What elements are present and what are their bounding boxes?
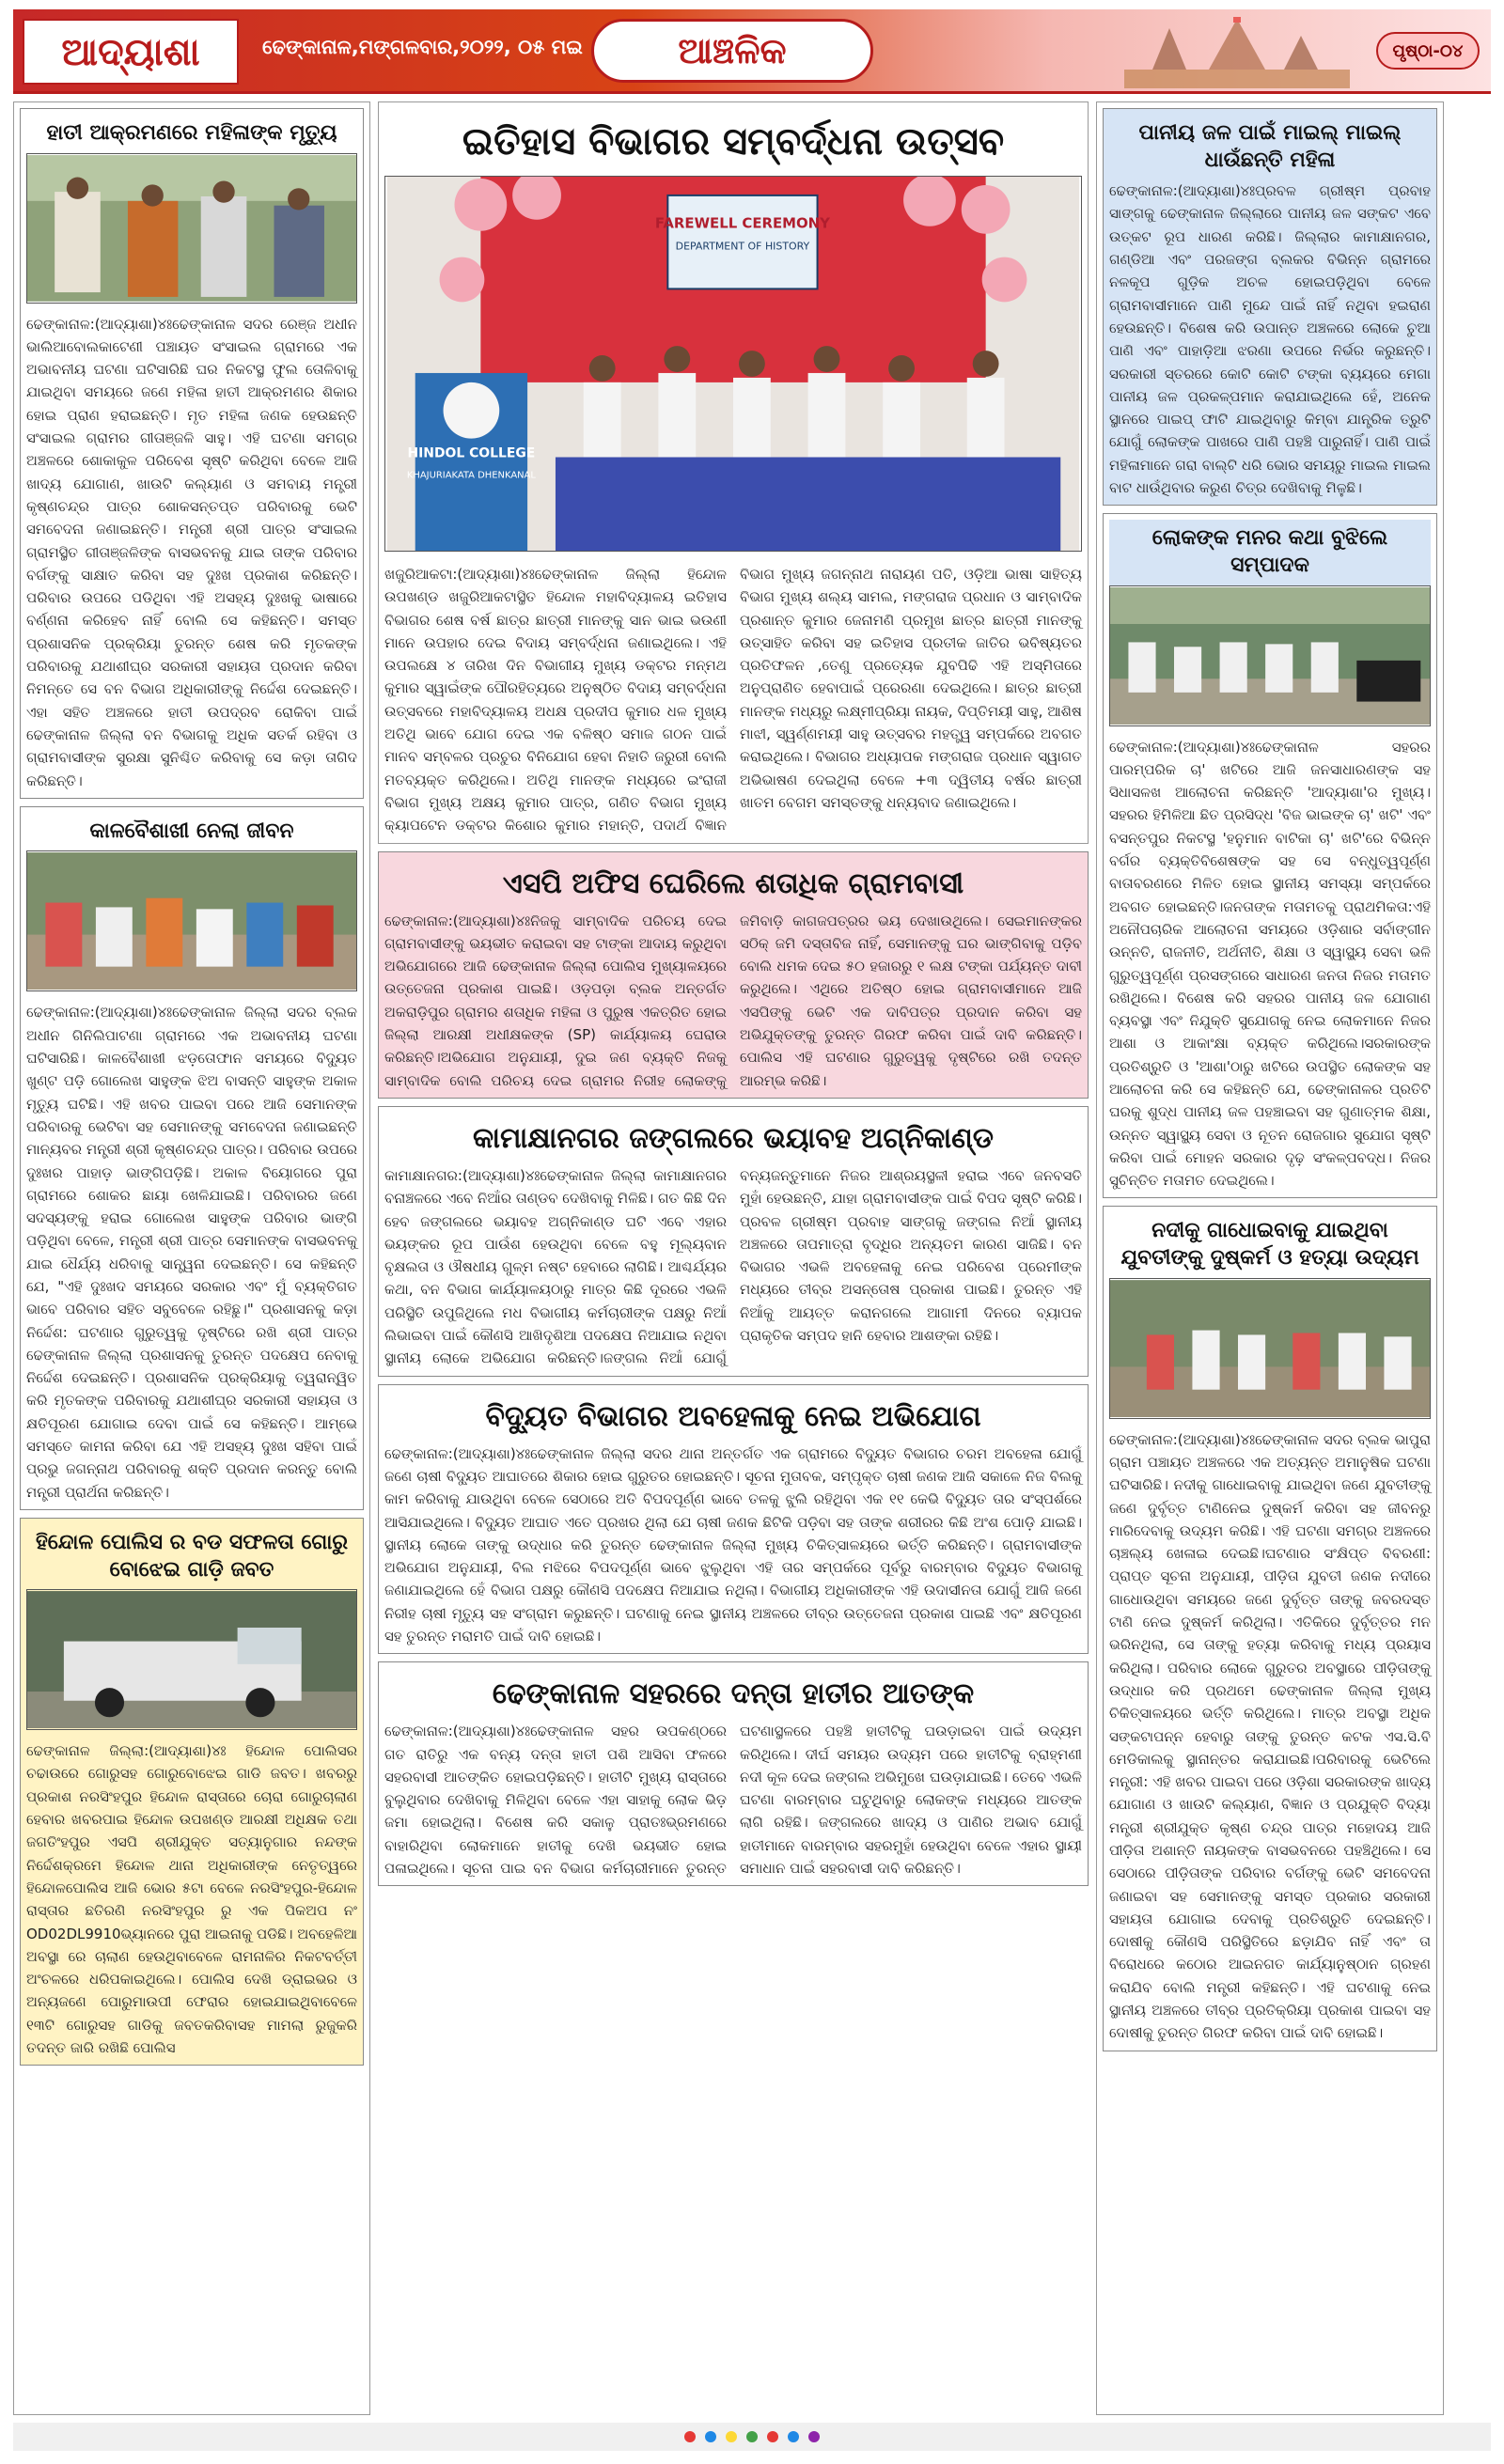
photo-minister-with-villagers xyxy=(1109,1278,1431,1419)
story-body: ଢେଙ୍କାନାଳ:(ଆଦ୍ୟାଶା)୪ଃଢେଙ୍କାନାଳ ସହର ଉପକଣ୍ଠରେ ଗତ ରାତିରୁ ଏକ ବନ୍ୟ ଦନ୍ତା ହାତୀ ପଶି ଆସିବା ଫଳରେ ସହରବାସୀ ଆତଙ୍କିତ ହୋଇପଡ଼ିଛନ୍ତି। ହାତୀଟି ମୁଖ୍ୟ ରାସ୍ତାରେ ବୁଲୁଥିବାର ଦେଖିବାକୁ ମିଳିଥିବା ବେଳେ ଏହା ସାହାକୁ ଲୋକ ଭିଡ଼ ଜମା ହୋଇଥିଲା। ବିଶେଷ କରି ସକାଳୁ ପ୍ରାତଃଭ୍ରମଣରେ ବାହାରିଥିବା ଲୋକମାନେ ହାତୀକୁ ଦେଖି ଭୟଭୀତ ହୋଇ ପଳାଇଥିଲେ। ସୂଚନା ପାଇ ବନ ବିଭାଗ କର୍ମଚାରୀମାନେ ତୁରନ୍ତ ଘଟଣାସ୍ଥଳରେ ପହଞ୍ଚି ହାତୀଟିକୁ ଘଉଡ଼ାଇବା ପାଇଁ ଉଦ୍ୟମ କରିଥିଲେ। ଦୀର୍ଘ ସମୟର ଉଦ୍ୟମ ପରେ ହାତୀଟିକୁ ବ୍ରାହ୍ମଣୀ ନଦୀ କୂଳ ଦେଇ ଜଙ୍ଗଲ ଅଭିମୁଖେ ଘଉଡ଼ାଯାଇଛି। ତେବେ ଏଭଳି ଘଟଣା ବାରମ୍ବାର ଘଟୁଥିବାରୁ ଲୋକଙ୍କ ମଧ୍ୟରେ ଆତଙ୍କ ଲାଗି ରହିଛି। ଜଙ୍ଗଲରେ ଖାଦ୍ୟ ଓ ପାଣିର ଅଭାବ ଯୋଗୁଁ ହାତୀମାନେ ବାରମ୍ବାର ସହରମୁହାଁ ହେଉଥିବା ବେଳେ ଏହାର ସ୍ଥାୟୀ ସମାଧାନ ପାଇଁ ସହରବାସୀ ଦାବି କରିଛନ୍ତି। xyxy=(384,1723,1082,1878)
page-dot[interactable] xyxy=(746,2431,758,2442)
photo-minister-visit xyxy=(26,153,357,304)
story-body: ଢେଙ୍କାନାଳ:(ଆଦ୍ୟାଶା)୪ଃଢେଙ୍କାନାଳ ସଦର ବ୍ଲକ ଭାପୁରା ଗ୍ରାମ ପଞ୍ଚାୟତ ଅଞ୍ଚଳରେ ଏକ ଅତ୍ୟନ୍ତ ଅମାନୁଷିକ ଘଟଣା ଘଟିସାରିଛି। ନଦୀକୁ ଗାଧୋଇବାକୁ ଯାଇଥିବା ଜଣେ ଯୁବତୀଙ୍କୁ ଜଣେ ଦୁର୍ବୃତ୍ତ ଟାଣିନେଇ ଦୁଷ୍କର୍ମ କରିବା ସହ ଜୀବନରୁ ମାରିଦେବାକୁ ଉଦ୍ୟମ କରିଛି। ଏହି ଘଟଣା ସମଗ୍ର ଅଞ୍ଚଳରେ ଚାଞ୍ଚଲ୍ୟ ଖେଳାଇ ଦେଇଛି।ଘଟଣାର ସଂକ୍ଷିପ୍ତ ବିବରଣୀ: ପ୍ରାପ୍ତ ସୂଚନା ଅନୁଯାୟୀ, ପୀଡ଼ିତା ଯୁବତୀ ଜଣକ ନଦୀରେ ଗାଧୋଉଥିବା ସମୟରେ ଜଣେ ଦୁର୍ବୃତ୍ତ ତାଙ୍କୁ ଜବରଦସ୍ତ ଟାଣି ନେଇ ଦୁଷ୍କର୍ମ କରିଥିଲା। ଏତିକିରେ ଦୁର୍ବୃତ୍ତର ମନ ଭରିନଥିଲା, ସେ ତାଙ୍କୁ ହତ୍ୟା କରିବାକୁ ମଧ୍ୟ ପ୍ରୟାସ କରିଥିଲା। ପରିବାର ଲୋକେ ଗୁରୁତର ଅବସ୍ଥାରେ ପୀଡ଼ିତାଙ୍କୁ ଉଦ୍ଧାର କରି ପ୍ରଥମେ ଢେଙ୍କାନାଳ ଜିଲ୍ଲା ମୁଖ୍ୟ ଚିକିତ୍ସାଳୟରେ ଭର୍ତ୍ତି କରିଥିଲେ। ମାତ୍ର ଅବସ୍ଥା ଅଧିକ ସଙ୍କଟାପନ୍ନ ହେବାରୁ ତାଙ୍କୁ ତୁରନ୍ତ କଟକ ଏସ.ସି.ବି ମେଡିକାଲକୁ ସ୍ଥାନାନ୍ତର କରାଯାଇଛି।ପରିବାରକୁ ଭେଟିଲେ ମନ୍ତ୍ରୀ: ଏହି ଖବର ପାଇବା ପରେ ଓଡ଼ିଶା ସରକାରଙ୍କ ଖାଦ୍ୟ ଯୋଗାଣ ଓ ଖାଉଟି କଲ୍ୟାଣ, ବିଜ୍ଞାନ ଓ ପ୍ରଯୁକ୍ତି ବିଦ୍ୟା ମନ୍ତ୍ରୀ ଶ୍ରୀଯୁକ୍ତ କୃଷ୍ଣ ଚନ୍ଦ୍ର ପାତ୍ର ମହୋଦୟ ଆଜି ପୀଡ଼ିତା ଅଶାନ୍ତି ନାୟକଙ୍କ ବାସଭବନରେ ପହଞ୍ଚିଥିଲେ। ସେ ସେଠାରେ ପୀଡ଼ିତାଙ୍କ ପରିବାର ବର୍ଗଙ୍କୁ ଭେଟି ସମବେଦନା ଜଣାଇବା ସହ ସେମାନଙ୍କୁ ସମସ୍ତ ପ୍ରକାର ସରକାରୀ ସହାୟତା ଯୋଗାଇ ଦେବାକୁ ପ୍ରତିଶ୍ରୁତି ଦେଇଛନ୍ତି। ଦୋଷୀକୁ କୌଣସି ପରିସ୍ଥିତିରେ ଛଡ଼ାଯିବ ନାହିଁ ଏବଂ ତା ବିରୋଧରେ କଠୋର ଆଇନଗତ କାର୍ଯ୍ୟାନୁଷ୍ଠାନ ଗ୍ରହଣ କରାଯିବ ବୋଲି ମନ୍ତ୍ରୀ କହିଛନ୍ତି। ଏହି ଘଟଣାକୁ ନେଇ ସ୍ଥାନୀୟ ଅଞ୍ଚଳରେ ତୀବ୍ର ପ୍ରତିକ୍ରିୟା ପ୍ରକାଶ ପାଇବା ସହ ଦୋଷୀକୁ ତୁରନ୍ତ ଗିରଫ କରିବା ପାଇଁ ଦାବି ହୋଇଛି। xyxy=(1109,1430,1431,2042)
page-dot[interactable] xyxy=(788,2431,799,2442)
story-cattle-seized xyxy=(20,1518,364,2066)
headline-electricity-negligence[interactable]: ବିଦ୍ୟୁତ ବିଭାଗର ଅବହେଳାକୁ ନେଇ ଅଭିଯୋଗ xyxy=(485,1399,981,1433)
story-river-assault xyxy=(1103,1206,1437,2051)
page-dot[interactable] xyxy=(767,2431,778,2442)
page-dot[interactable] xyxy=(726,2431,737,2442)
photo-tea-stall-gathering xyxy=(1109,585,1431,726)
dateline: ଢେଙ୍କାନାଳ,ମଙ୍ଗଳବାର,୨୦୨୨, ୦୫ ମଇ xyxy=(262,36,583,58)
story-body: ଢେଙ୍କାନାଳ:(ଆଦ୍ୟାଶା)୪ଃଢେଙ୍କାନାଳ ଜିଲ୍ଲା ସଦର ଥାନା ଅନ୍ତର୍ଗତ ଏକ ଗ୍ରାମରେ ବିଦ୍ୟୁତ ବିଭାଗର ଚରମ ଅବହେଳା ଯୋଗୁଁ ଜଣେ ଚାଷୀ ବିଦ୍ୟୁତ ଆଘାତରେ ଶିକାର ହୋଇ ଗୁରୁତର ହୋଇଛନ୍ତି। ସୂଚନା ମୁତାବକ, ସମ୍ପୃକ୍ତ ଚାଷୀ ଜଣକ ଆଜି ସକାଳେ ନିଜ ବିଲକୁ କାମ କରିବାକୁ ଯାଉଥିବା ବେଳେ ସେଠାରେ ଅତି ବିପଦପୂର୍ଣ୍ଣ ଭାବେ ତଳକୁ ଝୁଲି ରହିଥିବା ଏକ ୧୧ କେଭି ବିଦ୍ୟୁତ ତାର ସଂସ୍ପର୍ଶରେ ଆସିଯାଇଥିଲେ। ବିଦ୍ୟୁତ ଆଘାତ ଏତେ ପ୍ରଖର ଥିଲା ଯେ ଚାଷୀ ଜଣକ ଛିଟିକି ପଡ଼ିବା ସହ ତାଙ୍କ ଶରୀରର କିଛି ଅଂଶ ପୋଡ଼ି ଯାଇଛି।ସ୍ଥାନୀୟ ଲୋକେ ତାଙ୍କୁ ଉଦ୍ଧାର କରି ତୁରନ୍ତ ଢେଙ୍କାନାଳ ଜିଲ୍ଲା ମୁଖ୍ୟ ଚିକିତ୍ସାଳୟରେ ଭର୍ତ୍ତି କରିଛନ୍ତି। ଗ୍ରାମବାସୀଙ୍କ ଅଭିଯୋଗ ଅନୁଯାୟୀ, ବିଲ ମଝିରେ ବିପଦପୂର୍ଣ୍ଣ ଭାବେ ଝୁଲୁଥିବା ଏହି ତାର ସମ୍ପର୍କରେ ପୂର୍ବରୁ ବାରମ୍ବାର ବିଦ୍ୟୁତ ବିଭାଗକୁ ଜଣାଯାଇଥିଲେ ହେଁ ବିଭାଗ ପକ୍ଷରୁ କୌଣସି ପଦକ୍ଷେପ ନିଆଯାଇ ନଥିଲା। ବିଭାଗୀୟ ଅଧିକାରୀଙ୍କ ଏହି ଉଦାସୀନତା ଯୋଗୁଁ ଆଜି ଜଣେ ନିରୀହ ଚାଷୀ ମୃତ୍ୟୁ ସହ ସଂଗ୍ରାମ କରୁଛନ୍ତି। ଘଟଣାକୁ ନେଇ ସ୍ଥାନୀୟ ଅଞ୍ଚଳରେ ତୀବ୍ର ଉତ୍ତେଜନା ପ୍ରକାଶ ପାଇଛି ଏବଂ କ୍ଷତିପୂରଣ ସହ ତୁରନ୍ତ ମରାମତି ପାଇଁ ଦାବି ହୋଇଛି। xyxy=(384,1444,1082,1645)
story-tusker-terror xyxy=(378,1661,1089,1886)
story-elephant-attack xyxy=(20,108,364,799)
banner-subtitle: DEPARTMENT OF HISTORY xyxy=(675,240,810,253)
left-column xyxy=(13,101,370,2415)
photo-farewell-stage xyxy=(384,176,1082,552)
photo-pickup-van xyxy=(26,1589,357,1730)
page-indicator-dots[interactable] xyxy=(13,2423,1491,2451)
story-drinking-water xyxy=(1103,108,1437,506)
section-title: ଆଞ୍ଚଳିକ xyxy=(591,19,873,83)
headline-editor-tea-stall[interactable]: ଲୋକଙ୍କ ମନର କଥା ବୁଝିଲେ ସମ୍ପାଦକ xyxy=(1109,520,1431,585)
masthead xyxy=(13,9,1491,94)
middle-column xyxy=(378,101,1089,2415)
story-body: ଢେଙ୍କାନାଳ:(ଆଦ୍ୟାଶା)୪ଃଢେଙ୍କାନାଳ ସଦର ରେଞ୍ଜ ଅଧୀନ ଭାଲିଆବୋଲକାଟେଣୀ ପଞ୍ଚାୟତ ସଂସାଇଲ ଗ୍ରାମରେ ଏକ ଅଭାବନୀୟ ଘଟଣା ଘଟିସାରିଛି ଘର ନିକଟସ୍ଥ ଫୁଲ ତୋଳିବାକୁ ଯାଇଥିବା ସମୟରେ ଜଣେ ମହିଳା ହାତୀ ଆକ୍ରମଣର ଶିକାର ହୋଇ ପ୍ରାଣ ହରାଇଛନ୍ତି। ମୃତ ମହିଳା ଜଣକ ହେଉଛନ୍ତି ସଂସାଇଲ ଗ୍ରାମର ଗୀତାଞ୍ଜଳି ସାହୁ। ଏହି ଘଟଣା ସମଗ୍ର ଅଞ୍ଚଳରେ ଶୋକାକୁଳ ପରିବେଶ ସୃଷ୍ଟି କରିଥିବା ବେଳେ ଆଜି ଖାଦ୍ୟ ଯୋଗାଣ, ଖାଉଟି କଲ୍ୟାଣ ଓ ସମବାୟ ମନ୍ତ୍ରୀ କୃଷ୍ଣଚନ୍ଦ୍ର ପାତ୍ର ଶୋକସନ୍ତପ୍ତ ପରିବାରକୁ ଭେଟି ସମବେଦନା ଜଣାଇଛନ୍ତି। ମନ୍ତ୍ରୀ ଶ୍ରୀ ପାତ୍ର ସଂସାଇଲ ଗ୍ରାମସ୍ଥିତ ଗୀତାଞ୍ଜଳିଙ୍କ ବାସଭବନକୁ ଯାଇ ତାଙ୍କ ପରିବାର ବର୍ଗଙ୍କୁ ସାକ୍ଷାତ କରିବା ସହ ଦୁଃଖ ପ୍ରକାଶ କରିଛନ୍ତି। ପରିବାର ଉପରେ ପଡିଥିବା ଏହି ଅସହ୍ୟ ଦୁଃଖକୁ ଭାଷାରେ ବର୍ଣ୍ଣନା କରିହେବ ନାହିଁ ବୋଲି ସେ କହିଛନ୍ତି। ସମସ୍ତ ପ୍ରଶାସନିକ ପ୍ରକ୍ରିୟା ତୁରନ୍ତ ଶେଷ କରି ମୃତକଙ୍କ ପରିବାରକୁ ଯଥାଶୀଘ୍ର ସରକାରୀ ସହାୟତା ପ୍ରଦାନ କରିବା ନିମନ୍ତେ ସେ ବନ ବିଭାଗ ଅଧିକାରୀଙ୍କୁ ନିର୍ଦ୍ଦେଶ ଦେଇଛନ୍ତି। ଏହା ସହିତ ଅଞ୍ଚଳରେ ହାତୀ ଉପଦ୍ରବ ରୋକିବା ପାଇଁ ଢେଙ୍କାନାଳ ଜିଲ୍ଲା ବନ ବିଭାଗକୁ ଅଧିକ ସତର୍କ ରହିବା ଓ ଗ୍ରାମବାସୀଙ୍କ ସୁରକ୍ଷା ସୁନିଶ୍ଚିତ କରିବାକୁ ସେ କଡ଼ା ତାଗିଦ କରିଛନ୍ତି। xyxy=(26,315,357,789)
story-body: ଢେଙ୍କାନାଳ:(ଆଦ୍ୟାଶା)୪ଃପ୍ରବଳ ଗ୍ରୀଷ୍ମ ପ୍ରବାହ ସାଙ୍ଗକୁ ଢେଙ୍କାନାଳ ଜିଲ୍ଲାରେ ପାନୀୟ ଜଳ ସଙ୍କଟ ଏବେ ଉତ୍କଟ ରୂପ ଧାରଣ କରିଛି। ଜିଲ୍ଲାର କାମାକ୍ଷାନଗର, ଗଣ୍ଡିଆ ଏବଂ ପରଜଙ୍ଗ ବ୍ଲକର ବିଭିନ୍ନ ଗ୍ରାମରେ ନଳକୂପ ଗୁଡ଼ିକ ଅଚଳ ହୋଇପଡ଼ିଥିବା ବେଳେ ଗ୍ରାମବାସୀମାନେ ପାଣି ମୁନ୍ଦେ ପାଇଁ ନାହିଁ ନଥିବା ହଇରାଣ ହେଉଛନ୍ତି। ବିଶେଷ କରି ଉପାନ୍ତ ଅଞ୍ଚଳରେ ଲୋକେ ଚୁଆ ପାଣି ଏବଂ ପାହାଡ଼ିଆ ଝରଣା ଉପରେ ନିର୍ଭର କରୁଛନ୍ତି। ସରକାରୀ ସ୍ତରରେ କୋଟି କୋଟି ଟଙ୍କା ବ୍ୟୟରେ ମେଗା ପାନୀୟ ଜଳ ପ୍ରକଳ୍ପମାନ କରାଯାଇଥିଲେ ହେଁ, ଅନେକ ସ୍ଥାନରେ ପାଇପ୍ ଫାଟି ଯାଇଥିବାରୁ କିମ୍ବା ଯାନ୍ତ୍ରିକ ତ୍ରୁଟି ଯୋଗୁଁ ଲୋକଙ୍କ ପାଖରେ ପାଣି ପହଞ୍ଚି ପାରୁନାହିଁ। ପାଣି ପାଇଁ ମହିଳାମାନେ ଗରା ବାଲ୍‌ଟି ଧରି ଭୋର ସମୟରୁ ମାଇଲ ମାଇଲ ବାଟ ଧାଉଁଥିବାର କରୁଣ ଚିତ୍ର ଦେଖିବାକୁ ମିଳୁଛି। xyxy=(1109,182,1431,497)
page-dot[interactable] xyxy=(808,2431,820,2442)
headline-farewell-ceremony[interactable]: ଇତିହାସ ବିଭାଗର ସମ୍ବର୍ଦ୍ଧନା ଉତ୍ସବ xyxy=(462,120,1005,164)
story-forest-fire xyxy=(378,1106,1089,1377)
story-farewell-ceremony xyxy=(378,101,1089,844)
story-body: ଢେଙ୍କାନାଳ:(ଆଦ୍ୟାଶା)୪ଃଢେଙ୍କାନାଳ ସହରର ପାରମ୍ପରିକ ଚା' ଖଟିରେ ଆଜି ଜନସାଧାରଣଙ୍କ ସହ ସିଧାସଳଖ ଆଲୋଚନା କରିଛନ୍ତି 'ଆଦ୍ୟାଶା'ର ମୁଖ୍ୟ। ସହରର ହିମିଳିଆ ଛିତ ପ୍ରସିଦ୍ଧ 'ବିଜ ଭାଇଙ୍କ ଚା' ଖଟି' ଏବଂ ବସନ୍ତପୁର ନିକଟସ୍ଥ 'ହନୁମାନ ବାଟିକା ଚା' ଖଟି'ରେ ବିଭିନ୍ନ ବର୍ଗର ବ୍ୟକ୍ତିବିଶେଷଙ୍କ ସହ ସେ ବନ୍ଧୁତ୍ୱପୂର୍ଣ୍ଣ ବାତାବରଣରେ ମିଳିତ ହୋଇ ସ୍ଥାନୀୟ ସମସ୍ୟା ସମ୍ପର୍କରେ ଅବଗତ ହୋଇଛନ୍ତି।ଜନତାଙ୍କ ମତାମତକୁ ପ୍ରାଥମିକତା:ଏହି ଅନୌପଚାରିକ ଆଲୋଚନା ସମୟରେ ଓଡ଼ିଶାର ସର୍ବାଙ୍ଗୀନ ଉନ୍ନତି, ରାଜନୀତି, ଅର୍ଥନୀତି, ଶିକ୍ଷା ଓ ସ୍ୱାସ୍ଥ୍ୟ ସେବା ଭଳି ଗୁରୁତ୍ୱପୂର୍ଣ୍ଣ ପ୍ରସଙ୍ଗରେ ସାଧାରଣ ଜନତା ନିଜର ମତାମତ ରଖିଥିଲେ। ବିଶେଷ କରି ସହରର ପାନୀୟ ଜଳ ଯୋଗାଣ ବ୍ୟବସ୍ଥା ଏବଂ ନିଯୁକ୍ତି ସୁଯୋଗକୁ ନେଇ ଲୋକମାନେ ନିଜର ଆଶା ଓ ଆକାଂକ୍ଷା ବ୍ୟକ୍ତ କରିଥିଲେ।ସରକାରଙ୍କ ପ୍ରତିଶ୍ରୁତି ଓ 'ଆଶା'ଠାରୁ ଖଟିରେ ଉପସ୍ଥିତ ଲୋକଙ୍କ ସହ ଆଲୋଚନା କରି ସେ କହିଛନ୍ତି ଯେ, ଢେଙ୍କାନାଳର ପ୍ରତିଟି ଘରକୁ ଶୁଦ୍ଧ ପାନୀୟ ଜଳ ପହଞ୍ଚାଇବା ସହ ଗୁଣାତ୍ମକ ଶିକ୍ଷା, ଉନ୍ନତ ସ୍ୱାସ୍ଥ୍ୟ ସେବା ଓ ନୂତନ ରୋଜଗାର ସୁଯୋଗ ସୃଷ୍ଟି କରିବା ପାଇଁ ମୋହନ ସରକାର ଦୃଢ଼ ସଂକଳ୍ପବଦ୍ଧ। ନିଜର ସୁଚିନ୍ତିତ ମତାମତ ଦେଇଥିଲେ। xyxy=(1109,738,1431,1190)
headline-elephant-attack[interactable]: ହାତୀ ଆକ୍ରମଣରେ ମହିଳାଙ୍କ ମୃତ୍ୟୁ xyxy=(46,121,337,145)
story-body: ଢେଙ୍କାନାଳ:(ଆଦ୍ୟାଶା)୪ଃଢେଙ୍କାନାଳ ଜିଲ୍ଲା ସଦର ବ୍ଲକ ଅଧୀନ ଗିନିଲିପାଟଣା ଗ୍ରାମରେ ଏକ ଅଭାବନୀୟ ଘଟଣା ଘଟିସାରିଛି। କାଳବୈଶାଖୀ ଝଡ଼ତୋଫାନ ସମୟରେ ବିଦ୍ୟୁତ ଖୁଣ୍ଟ ପଡ଼ି ଗୋଲେଖ ସାହୁଙ୍କ ଝିଅ ବାସନ୍ତି ସାହୁଙ୍କ ଅକାଳ ମୃତ୍ୟୁ ଘଟିଛି। ଏହି ଖବର ପାଇବା ପରେ ଆଜି ସେମାନଙ୍କ ପରିବାରକୁ ଭେଟିବା ସହ ସେମାନଙ୍କୁ ସମବେଦନା ଜଣାଇଛନ୍ତି ମାନ୍ୟବର ମନ୍ତ୍ରୀ ଶ୍ରୀ କୃଷ୍ଣଚନ୍ଦ୍ର ପାତ୍ର। ପରିବାର ଉପରେ ଦୁଃଖର ପାହାଡ଼ ଭାଙ୍ଗିପଡ଼ିଛି। ଅକାଳ ବିୟୋଗରେ ପୁରା ଗ୍ରାମରେ ଶୋକର ଛାୟା ଖେଳିଯାଇଛି। ପରିବାରର ଜଣେ ସଦସ୍ୟଙ୍କୁ ହରାଇ ଗୋଲେଖ ସାହୁଙ୍କ ପରିବାର ଭାଙ୍ଗି ପଡ଼ିଥିବା ବେଳେ, ମନ୍ତ୍ରୀ ଶ୍ରୀ ପାତ୍ର ସେମାନଙ୍କ ବାସଭବନକୁ ଯାଇ ଧୈର୍ଯ୍ୟ ଧରିବାକୁ ସାନ୍ତ୍ୱନା ଦେଇଛନ୍ତି। ସେ କହିଛନ୍ତି ଯେ, "ଏହି ଦୁଃଖଦ ସମୟରେ ସରକାର ଏବଂ ମୁଁ ବ୍ୟକ୍ତିଗତ ଭାବେ ପରିବାର ସହିତ ସବୁବେଳେ ରହିଛୁ।" ପ୍ରଶାସନକୁ କଡ଼ା ନିର୍ଦ୍ଦେଶ: ଘଟଣାର ଗୁରୁତ୍ୱକୁ ଦୃଷ୍ଟିରେ ରଖି ଶ୍ରୀ ପାତ୍ର ଢେଙ୍କାନାଳ ଜିଲ୍ଲା ପ୍ରଶାସନକୁ ତୁରନ୍ତ ପଦକ୍ଷେପ ନେବାକୁ ନିର୍ଦ୍ଦେଶ ଦେଇଛନ୍ତି। ପ୍ରଶାସନିକ ପ୍ରକ୍ରିୟାକୁ ତ୍ୱରାନ୍ୱିତ କରି ମୃତକଙ୍କ ପରିବାରକୁ ଯଥାଶୀଘ୍ର ସରକାରୀ ସହାୟତା ଓ କ୍ଷତିପୂରଣ ଯୋଗାଇ ଦେବା ପାଇଁ ସେ କହିଛନ୍ତି। ଆମ୍ଭେ ସମସ୍ତେ କାମନା କରିବା ଯେ ଏହି ଅସହ୍ୟ ଦୁଃଖ ସହିବା ପାଇଁ ପ୍ରଭୁ ଜଗନ୍ନାଥ ପରିବାରକୁ ଶକ୍ତି ପ୍ରଦାନ କରନ୍ତୁ ବୋଲି ମନ୍ତ୍ରୀ ପ୍ରାର୍ଥନା କରିଛନ୍ତି। xyxy=(26,1004,357,1501)
story-electricity-negligence xyxy=(378,1384,1089,1655)
page-dot[interactable] xyxy=(705,2431,716,2442)
headline-tusker-terror[interactable]: ଢେଙ୍କାନାଳ ସହରରେ ଦନ୍ତା ହାତୀର ଆତଙ୍କ xyxy=(492,1677,975,1711)
story-storm-death xyxy=(20,806,364,1510)
page-dot[interactable] xyxy=(684,2431,696,2442)
headline-storm-death[interactable]: କାଳବୈଶାଖୀ ନେଲା ଜୀବନ xyxy=(89,819,294,843)
photo-family-meeting xyxy=(26,850,357,991)
headline-cattle-seized[interactable]: ହିନ୍ଦୋଳ ପୋଲିସ ର ବଡ ସଫଳତା ଗୋରୁ ବୋଝେଇ ଗାଡ଼ି ଜବତ xyxy=(35,1530,349,1582)
headline-drinking-water[interactable]: ପାନୀୟ ଜଳ ପାଇଁ ମାଇଲ୍ ମାଇଲ୍ ଧାଉଁଛନ୍ତି ମହିଳା xyxy=(1138,121,1402,172)
story-body: ଢେଙ୍କାନାଳ ଜିଲ୍ଲା:(ଆଦ୍ୟାଶା)୪ଃ ହିନ୍ଦୋଳ ପୋଲିସର ଚଢାଉରେ ଗୋରୁସହ ଗୋରୁବୋଝେଇ ଗାଡି ଜବତ। ଖବରରୁ ପ୍ରକାଶ ନରସିଂହପୁର ହିନ୍ଦୋଳ ରାସ୍ତାରେ ଚୋରା ଗୋରୁଚାଲାଣ ହେବାର ଖବରପାଇ ହିନ୍ଦୋଳ ଉପଖଣ୍ଡ ଆରକ୍ଷୀ ଅଧିକ୍ଷକ ତଥା ଜଗତିଂହପୁର ଏସପି ଶ୍ରୀଯୁକ୍ତ ସତ୍ୟାନୁଗାର ନନ୍ଦଙ୍କ ନିର୍ଦ୍ଦେଶକ୍ରମେ ହିନ୍ଦୋଳ ଥାନା ଅଧିକାରୀଙ୍କ ନେତୃତ୍ୱରେ ହିନ୍ଦୋଳପୋଲିସ ଆଜି ଭୋର ୫ଟା ବେଳେ ନରସିଂହପୁର-ହିନ୍ଦୋଳ ରାସ୍ତାର ଛତିରଣି ନରସିଂହପୁର ରୁ ଏକ ପିକଅପ ନଂ OD02DL9910ଭ୍ୟାନରେ ପୁରା ଆଇନାକୁ ପଡିଛି। ଅବହେଳିଆ ଅବସ୍ଥା ରେ ଚାଲାଣ ହେଉଥିବାବେଳେ ରାମନାଳିର ନିକଟବର୍ତ୍ତୀ ଅଂଚଳରେ ଧରିପକାଇଥିଲେ। ପୋଲିସ ଦେଖି ଡ୍ରାଇଭର ଓ ଅନ୍ୟଜଣେ ପୋରୁମାଉପୀ ଫେରାର ହୋଇଯାଇଥିବାବେଳେ ୧୩ଟି ଗୋରୁସହ ଗାଡିକୁ ଜବତକରିବାସହ ମାମଲା ରୁଜୁକରି ତଦନ୍ତ ଜାରି ରଖିଛି ପୋଲିସ xyxy=(26,1742,357,2056)
newspaper-logo[interactable]: ଆଦ୍ୟାଶା xyxy=(23,19,239,85)
story-body: ଖଜୁରିଆକଟା:(ଆଦ୍ୟାଶା)୪ଃଢେଙ୍କାନାଳ ଜିଲ୍ଲା ହିନ୍ଦୋଳ ଉପଖଣ୍ଡ ଖଜୁରିଆକଟାସ୍ଥିତ ହିନ୍ଦୋଳ ମହାବିଦ୍ୟାଳୟ ଇତିହାସ ବିଭାଗର ଶେଷ ବର୍ଷ ଛାତ୍ର ଛାତ୍ରୀ ମାନଙ୍କୁ ସାନ ଭାଇ ଭଉଣୀ ମାନେ ଉପହାର ଦେଇ ବିଦାୟ ସମ୍ବର୍ଦ୍ଧନା ଜଣାଇଥିଲେ। ଏହି ଉପଲକ୍ଷେ ୪ ତାରିଖ ଦିନ ବିଭାଗୀୟ ମୁଖ୍ୟ ଡକ୍ଟର ମନ୍ମଥ କୁମାର ସ୍ୱାଇଁଙ୍କ ପୌରହିତ୍ୟରେ ଅନୁଷ୍ଠିତ ବିଦାୟ ସମ୍ବର୍ଦ୍ଧନା ଉତ୍ସବରେ ମହାବିଦ୍ୟାଳୟ ଅଧକ୍ଷ ପ୍ରଦୀପ କୁମାର ଧଳ ମୁଖ୍ୟ ଅତିଥି ଭାବେ ଯୋଗ ଦେଇ ଏକ ବଳିଷ୍ଠ ସମାଜ ଗଠନ ପାଇଁ ମାନବ ସମ୍ବଳର ପ୍ରଚୁର ବିନିଯୋଗ ହେବା ନିହାତି ଜରୁରୀ ବୋଲି ମତବ୍ୟକ୍ତ କରିଥିଲେ। ଅତିଥି ମାନଙ୍କ ମଧ୍ୟରେ ଇଂରାଜୀ ବିଭାଗ ମୁଖ୍ୟ ଅକ୍ଷୟ କୁମାର ପାତ୍ର, ଗଣିତ ବିଭାଗ ମୁଖ୍ୟ କ୍ୟାପଟେନ ଡକ୍ଟର କିଶୋର କୁମାର ମହାନ୍ତି, ପଦାର୍ଥ ବିଜ୍ଞାନ ବିଭାଗ ମୁଖ୍ୟ ଜଗନ୍ନାଥ ନାରାୟଣ ପତି, ଓଡ଼ିଆ ଭାଷା ସାହିତ୍ୟ ବିଭାଗ ମୁଖ୍ୟ ଶଲ୍ୟ ସାମଲ, ମଙ୍ଗରାଜ ପ୍ରଧାନ ଓ ସାମ୍ବାଦିକ ପ୍ରଶାନ୍ତ କୁମାର ଜେନାମଣି ପ୍ରମୁଖ ଛାତ୍ର ଛାତ୍ରୀ ମାନଙ୍କୁ ଉତ୍ସାହିତ କରିବା ସହ ଇତିହାସ ପ୍ରତୀକ ଜାତିର ଭବିଷ୍ୟତର ପ୍ରତିଫଳନ ,ତେଣୁ ପ୍ରତ୍ୟେକ ଯୁବପିଢି ଏହି ଅସ୍ମିତାରେ ଅନୁପ୍ରାଣିତ ହେବାପାଇଁ ପ୍ରେରଣା ଦେଇଥିଲେ। ଛାତ୍ର ଛାତ୍ରୀ ମାନଙ୍କ ମଧ୍ୟରୁ ଲକ୍ଷ୍ମୀପ୍ରିୟା ନାୟକ, ଦିପ୍ତିମୟୀ ସାହୁ, ଆଶିଷ ମାଝୀ, ସ୍ୱର୍ଣ୍ଣମୟୀ ସାହୁ ଉତ୍ସବର ମହତ୍ତ୍ୱ ସମ୍ପର୍କରେ ଅବଗତ କରାଇଥିଲେ। ବିଭାଗର ଅଧ୍ୟାପକ ମଙ୍ଗରାଜ ପ୍ରଧାନ ସ୍ୱାଗତ ଅଭିଭାଷଣ ଦେଇଥିଲା ବେଳେ +୩ ଦ୍ୱିତୀୟ ବର୍ଷର ଛାତ୍ରୀ ଖାତମ ବେଗମ ସମସ୍ତଙ୍କୁ ଧନ୍ୟବାଦ ଜଣାଇଥିଲେ। xyxy=(384,566,1082,834)
banner-title: FAREWELL CEREMONY xyxy=(654,214,830,232)
page-number: ପୃଷ୍ଠା-୦୪ xyxy=(1376,32,1480,70)
story-editor-tea-stall xyxy=(1103,513,1437,1198)
headline-forest-fire[interactable]: କାମାକ୍ଷାନଗର ଜଙ୍ଗଲରେ ଭୟାବହ ଅଗ୍ନିକାଣ୍ଡ xyxy=(472,1121,995,1155)
podium-college-place: KHAJURIAKATA DHENKANAL xyxy=(406,470,536,481)
right-column xyxy=(1096,101,1444,2415)
podium-college-name: HINDOL COLLEGE xyxy=(407,445,536,461)
story-body: କାମାକ୍ଷାନଗର:(ଆଦ୍ୟାଶା)୪ଃଢେଙ୍କାନାଳ ଜିଲ୍ଲା କାମାକ୍ଷାନଗର ବନାଞ୍ଚଳରେ ଏବେ ନିଆଁର ତାଣ୍ଡବ ଦେଖିବାକୁ ମିଳିଛି। ଗତ କିଛି ଦିନ ହେବ ଜଙ୍ଗଲରେ ଭୟାବହ ଅଗ୍ନିକାଣ୍ଡ ଘଟି ଏବେ ଏହାର ଭୟଙ୍କର ରୂପ ପାଉଁଶ ହେଉଥିବା ବେଳେ ବହୁ ମୂଲ୍ୟବାନ ବୃକ୍ଷଲତା ଓ ଔଷଧୀୟ ଗୁଳ୍ମ ନଷ୍ଟ ହେବାରେ ଲାଗିଛି। ଆଶ୍ଚର୍ଯ୍ୟର କଥା, ବନ ବିଭାଗ କାର୍ଯ୍ୟାଳୟଠାରୁ ମାତ୍ର କିଛି ଦୂରରେ ଏଭଳି ପରିସ୍ଥିତି ଉପୁଜିଥିଲେ ମଧ ବିଭାଗୀୟ କର୍ମଚାରୀଙ୍କ ପକ୍ଷରୁ ନିଆଁ ଲିଭାଇବା ପାଇଁ କୌଣସି ଆଖିଦୃଶିଆ ପଦକ୍ଷେପ ନିଆଯାଇ ନଥିବା ସ୍ଥାନୀୟ ଲୋକେ ଅଭିଯୋଗ କରିଛନ୍ତି।ଜଙ୍ଗଲ ନିଆଁ ଯୋଗୁଁ ବନ୍ୟଜନ୍ତୁମାନେ ନିଜର ଆଶ୍ରୟସ୍ଥଳୀ ହରାଇ ଏବେ ଜନବସତି ମୁହାଁ ହେଉଛନ୍ତି, ଯାହା ଗ୍ରାମବାସୀଙ୍କ ପାଇଁ ବିପଦ ସୃଷ୍ଟି କରିଛି। ପ୍ରବଳ ଗ୍ରୀଷ୍ମ ପ୍ରବାହ ସାଙ୍ଗକୁ ଜଙ୍ଗଲ ନିଆଁ ସ୍ଥାନୀୟ ଅଞ୍ଚଳରେ ତାପମାତ୍ରା ବୃଦ୍ଧିର ଅନ୍ୟତମ କାରଣ ସାଜିଛି। ବନ ବିଭାଗର ଏଭଳି ଅବହେଳାକୁ ନେଇ ପରିବେଶ ପ୍ରେମୀଙ୍କ ମଧ୍ୟରେ ତୀବ୍ର ଅସନ୍ତୋଷ ପ୍ରକାଶ ପାଇଛି। ତୁରନ୍ତ ଏହି ନିଆଁକୁ ଆୟତ୍ତ କରାନଗଲେ ଆଗାମୀ ଦିନରେ ବ୍ୟାପକ ପ୍ରାକୃତିକ ସମ୍ପଦ ହାନି ହେବାର ଆଶଙ୍କା ରହିଛି। xyxy=(384,1166,1082,1367)
temple-skyline-icon xyxy=(1124,17,1350,88)
headline-sp-office-gherao[interactable]: ଏସପି ଅଫିସ ଘେରିଲେ ଶତାଧିକ ଗ୍ରାମବାସୀ xyxy=(502,866,964,900)
headline-river-assault[interactable]: ନଦୀକୁ ଗାଧୋଇବାକୁ ଯାଇଥିବା ଯୁବତୀଙ୍କୁ ଦୁଷ୍କର୍ମ ଓ ହତ୍ୟା ଉଦ୍ୟମ xyxy=(1120,1219,1419,1271)
story-body: ଢେଙ୍କାନାଳ:(ଆଦ୍ୟାଶା)୪ଃନିଜକୁ ସାମ୍ବାଦିକ ପରିଚୟ ଦେଇ ଗ୍ରାମବାସୀଙ୍କୁ ଭୟଭୀତ କରାଇବା ସହ ଟାଙ୍କା ଆଦାୟ କରୁଥିବା ଅଭିଯୋଗରେ ଆଜି ଢେଙ୍କାନାଳ ଜିଲ୍ଲା ପୋଲିସ ମୁଖ୍ୟାଳୟରେ ଉତ୍ତେଜନା ପ୍ରକାଶ ପାଇଛି। ଓଡ଼ପଡ଼ା ବ୍ଲକ ଅନ୍ତର୍ଗତ ଅକରାଡ଼ିପୁର ଗ୍ରାମର ଶତାଧିକ ମହିଳା ଓ ପୁରୁଷ ଏକତ୍ରିତ ହୋଇ ଜିଲ୍ଲା ଆରକ୍ଷୀ ଅଧୀକ୍ଷକଙ୍କ (SP) କାର୍ଯ୍ୟାଳୟ ଘେରାଉ କରିଛନ୍ତି।ଅଭିଯୋଗ ଅନୁଯାୟୀ, ଦୁଇ ଜଣ ବ୍ୟକ୍ତି ନିଜକୁ ସାମ୍ବାଦିକ ବୋଲି ପରିଚୟ ଦେଇ ଗ୍ରାମର ନିରୀହ ଲୋକଙ୍କୁ ଜମିବାଡ଼ି କାଗଜପତ୍ରର ଭୟ ଦେଖାଉଥିଲେ। ସେଇମାନଙ୍କର ସଠିକ୍ ଜମି ଦସ୍ତାବିଜ ନାହିଁ, ସେମାନଙ୍କୁ ଘର ଭାଙ୍ଗିବାକୁ ପଡ଼ିବ ବୋଲି ଧମକ ଦେଇ ୫୦ ହଜାରରୁ ୧ ଲକ୍ଷ ଟଙ୍କା ପର୍ଯ୍ୟନ୍ତ ଦାବୀ କରୁଥିଲେ। ଏଥିରେ ଅତିଷ୍ଠ ହୋଇ ଗ୍ରାମବାସୀମାନେ ଆଜି ଏସପିଙ୍କୁ ଭେଟି ଏକ ଦାବିପତ୍ର ପ୍ରଦାନ କରିବା ସହ ଅଭିଯୁକ୍ତଙ୍କୁ ତୁରନ୍ତ ଗିରଫ କରିବା ପାଇଁ ଦାବି କରିଛନ୍ତି। ପୋଲିସ ଏହି ଘଟଣାର ଗୁରୁତ୍ୱକୁ ଦୃଷ୍ଟିରେ ରଖି ତଦନ୍ତ ଆରମ୍ଭ କରିଛି। xyxy=(384,912,1082,1089)
story-sp-office-gherao xyxy=(378,851,1089,1099)
